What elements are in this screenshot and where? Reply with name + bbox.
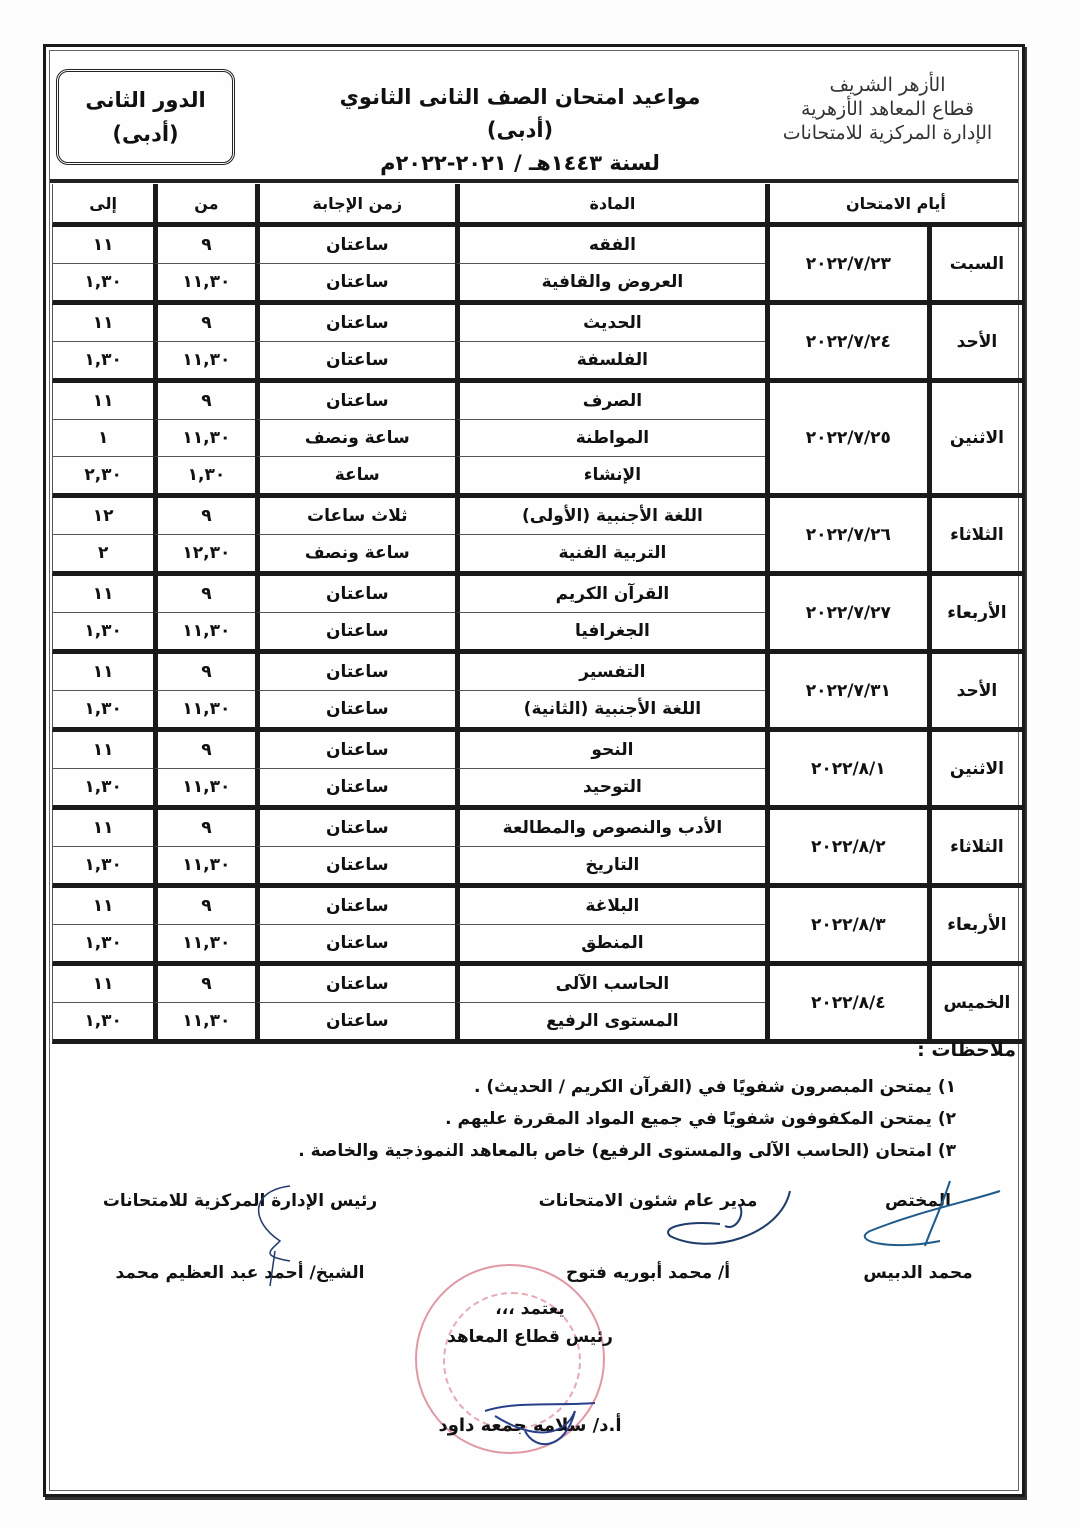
- from-time-cell: ١١,٣٠: [153, 342, 254, 383]
- document-title: [310, 81, 730, 180]
- to-time-cell: ١,٣٠: [52, 925, 153, 966]
- date-cell: ٢٠٢٢/٧/٣١: [765, 654, 927, 732]
- header-from: من: [153, 184, 254, 227]
- from-time-cell: ١٢,٣٠: [153, 535, 254, 576]
- date-cell: ٢٠٢٢/٧/٢٧: [765, 576, 927, 654]
- signature-role: المختص: [885, 1191, 951, 1211]
- duration-cell: ساعة ونصف: [255, 420, 455, 457]
- subject-cell: العروض والقافية: [455, 264, 765, 305]
- schedule-table: [52, 184, 1022, 1044]
- header-divider: [50, 179, 1018, 183]
- to-time-cell: ٢,٣٠: [52, 457, 153, 498]
- signature-role: رئيس الإدارة المركزية للامتحانات: [102, 1191, 378, 1211]
- subject-cell: الأدب والنصوص والمطالعة: [455, 810, 765, 847]
- approval-title: رئيس قطاع المعاهد: [447, 1327, 613, 1347]
- approval-block: [410, 1295, 650, 1436]
- from-time-cell: ٩: [153, 810, 254, 847]
- session-box: [56, 69, 235, 165]
- header-duration: زمن الإجابة: [255, 184, 455, 227]
- signature-role: مدير عام شئون الامتحانات: [538, 1191, 758, 1211]
- day-cell: الثلاثاء: [927, 498, 1022, 576]
- document-header: [50, 51, 1018, 181]
- duration-cell: ساعتان: [255, 810, 455, 847]
- subject-cell: التفسير: [455, 654, 765, 691]
- approval-line: يعتمد ،،،: [495, 1299, 565, 1319]
- table-row: [52, 732, 1022, 769]
- from-time-cell: ٩: [153, 654, 254, 691]
- from-time-cell: ١١,٣٠: [153, 420, 254, 457]
- duration-cell: ساعة ونصف: [255, 535, 455, 576]
- subject-cell: الصرف: [455, 383, 765, 420]
- logo-line-2: قطاع المعاهد الأزهرية: [801, 98, 974, 120]
- day-cell: الاثنين: [927, 383, 1022, 498]
- subject-cell: اللغة الأجنبية (الأولى): [455, 498, 765, 535]
- to-time-cell: ١١: [52, 888, 153, 925]
- signature-specialist: [848, 1191, 988, 1283]
- logo-line-3: الإدارة المركزية للامتحانات: [782, 122, 993, 144]
- subject-cell: الجغرافيا: [455, 613, 765, 654]
- day-cell: السبت: [927, 227, 1022, 305]
- to-time-cell: ١,٣٠: [52, 769, 153, 810]
- signature-general-manager: [538, 1191, 758, 1283]
- duration-cell: ساعتان: [255, 691, 455, 732]
- approval-name: أ.د/ سلامه جمعه داود: [438, 1415, 622, 1436]
- subject-cell: الفقه: [455, 227, 765, 264]
- date-cell: ٢٠٢٢/٧/٢٥: [765, 383, 927, 498]
- day-cell: الأحد: [927, 654, 1022, 732]
- exam-schedule-document: [43, 44, 1025, 1497]
- day-cell: الاثنين: [927, 732, 1022, 810]
- to-time-cell: ١١: [52, 383, 153, 420]
- date-cell: ٢٠٢٢/٧/٢٣: [765, 227, 927, 305]
- subject-cell: التاريخ: [455, 847, 765, 888]
- duration-cell: ساعة: [255, 457, 455, 498]
- table-row: [52, 966, 1022, 1003]
- date-cell: ٢٠٢٢/٨/٢: [765, 810, 927, 888]
- date-cell: ٢٠٢٢/٧/٢٦: [765, 498, 927, 576]
- note-item: ١) يمتحن المبصرون شفويًا في (القرآن الكريم / الحديث) .: [474, 1077, 956, 1097]
- subject-cell: القرآن الكريم: [455, 576, 765, 613]
- table-row: [52, 498, 1022, 535]
- signature-name: محمد الدبيس: [863, 1263, 973, 1283]
- to-time-cell: ١,٣٠: [52, 847, 153, 888]
- subject-cell: الإنشاء: [455, 457, 765, 498]
- logo-line-1: الأزهر الشريف: [829, 74, 946, 96]
- from-time-cell: ٩: [153, 732, 254, 769]
- signature-name: الشيخ/ أحمد عبد العظيم محمد: [115, 1263, 365, 1283]
- duration-cell: ساعتان: [255, 732, 455, 769]
- duration-cell: ساعتان: [255, 1003, 455, 1044]
- duration-cell: ساعتان: [255, 966, 455, 1003]
- to-time-cell: ١,٣٠: [52, 264, 153, 305]
- table-row: [52, 888, 1022, 925]
- signature-central-head: [90, 1191, 390, 1283]
- duration-cell: ساعتان: [255, 613, 455, 654]
- subject-cell: المستوى الرفيع: [455, 1003, 765, 1044]
- notes-section: [116, 1039, 1016, 1167]
- to-time-cell: ١١: [52, 732, 153, 769]
- duration-cell: ساعتان: [255, 227, 455, 264]
- table-header-row: [52, 184, 1022, 227]
- from-time-cell: ١١,٣٠: [153, 769, 254, 810]
- to-time-cell: ١,٣٠: [52, 1003, 153, 1044]
- duration-cell: ساعتان: [255, 847, 455, 888]
- to-time-cell: ١١: [52, 966, 153, 1003]
- duration-cell: ساعتان: [255, 576, 455, 613]
- from-time-cell: ١١,٣٠: [153, 613, 254, 654]
- from-time-cell: ١١,٣٠: [153, 264, 254, 305]
- duration-cell: ساعتان: [255, 769, 455, 810]
- note-item: ٣) امتحان (الحاسب الآلى والمستوى الرفيع) خاص بالمعاهد النموذجية والخاصة .: [298, 1141, 956, 1161]
- duration-cell: ساعتان: [255, 654, 455, 691]
- table-row: [52, 305, 1022, 342]
- day-cell: الأربعاء: [927, 888, 1022, 966]
- to-time-cell: ١١: [52, 305, 153, 342]
- table-row: [52, 576, 1022, 613]
- from-time-cell: ٩: [153, 383, 254, 420]
- duration-cell: ساعتان: [255, 383, 455, 420]
- duration-cell: ساعتان: [255, 925, 455, 966]
- to-time-cell: ١١: [52, 654, 153, 691]
- title-line-2: لسنة ١٤٤٣هـ / ٢٠٢١-٢٠٢٢م: [380, 151, 660, 175]
- to-time-cell: ١١: [52, 810, 153, 847]
- from-time-cell: ١,٣٠: [153, 457, 254, 498]
- to-time-cell: ١١: [52, 576, 153, 613]
- date-cell: ٢٠٢٢/٨/٣: [765, 888, 927, 966]
- subject-cell: المنطق: [455, 925, 765, 966]
- from-time-cell: ٩: [153, 227, 254, 264]
- from-time-cell: ٩: [153, 966, 254, 1003]
- azhar-logo-text: [775, 73, 1000, 145]
- from-time-cell: ٩: [153, 888, 254, 925]
- subject-cell: المواطنة: [455, 420, 765, 457]
- day-cell: الأربعاء: [927, 576, 1022, 654]
- subject-cell: البلاغة: [455, 888, 765, 925]
- table-row: [52, 227, 1022, 264]
- to-time-cell: ١٢: [52, 498, 153, 535]
- table-row: [52, 383, 1022, 420]
- subject-cell: الحديث: [455, 305, 765, 342]
- from-time-cell: ٩: [153, 498, 254, 535]
- day-cell: الثلاثاء: [927, 810, 1022, 888]
- inner-border: [49, 50, 1019, 1491]
- day-cell: الأحد: [927, 305, 1022, 383]
- to-time-cell: ١١: [52, 227, 153, 264]
- subject-cell: اللغة الأجنبية (الثانية): [455, 691, 765, 732]
- title-line-1: مواعيد امتحان الصف الثانى الثانوي (أدبى): [339, 85, 701, 142]
- subject-cell: التربية الفنية: [455, 535, 765, 576]
- date-cell: ٢٠٢٢/٨/٤: [765, 966, 927, 1044]
- to-time-cell: ١: [52, 420, 153, 457]
- day-cell: الخميس: [927, 966, 1022, 1044]
- from-time-cell: ١١,٣٠: [153, 847, 254, 888]
- table-row: [52, 810, 1022, 847]
- subject-cell: الحاسب الآلى: [455, 966, 765, 1003]
- date-cell: ٢٠٢٢/٨/١: [765, 732, 927, 810]
- to-time-cell: ١,٣٠: [52, 613, 153, 654]
- duration-cell: ساعتان: [255, 888, 455, 925]
- subject-cell: النحو: [455, 732, 765, 769]
- to-time-cell: ٢: [52, 535, 153, 576]
- from-time-cell: ١١,٣٠: [153, 1003, 254, 1044]
- subject-cell: الفلسفة: [455, 342, 765, 383]
- signature-name: أ/ محمد أبوريه فتوح: [565, 1263, 731, 1283]
- to-time-cell: ١,٣٠: [52, 691, 153, 732]
- duration-cell: ساعتان: [255, 305, 455, 342]
- header-to: إلى: [52, 184, 153, 227]
- from-time-cell: ١١,٣٠: [153, 925, 254, 966]
- section-label: (أدبى): [112, 122, 179, 146]
- notes-title: ملاحظات :: [917, 1039, 1016, 1061]
- duration-cell: ثلاث ساعات: [255, 498, 455, 535]
- from-time-cell: ١١,٣٠: [153, 691, 254, 732]
- duration-cell: ساعتان: [255, 264, 455, 305]
- from-time-cell: ٩: [153, 305, 254, 342]
- from-time-cell: ٩: [153, 576, 254, 613]
- to-time-cell: ١,٣٠: [52, 342, 153, 383]
- header-exam-days: أيام الامتحان: [765, 184, 1022, 227]
- date-cell: ٢٠٢٢/٧/٢٤: [765, 305, 927, 383]
- note-item: ٢) يمتحن المكفوفون شفويًا في جميع المواد المقررة عليهم .: [445, 1109, 956, 1129]
- schedule-body: [52, 227, 1022, 1044]
- table-row: [52, 654, 1022, 691]
- session-label: الدور الثانى: [85, 88, 206, 112]
- subject-cell: التوحيد: [455, 769, 765, 810]
- header-subject: المادة: [455, 184, 765, 227]
- duration-cell: ساعتان: [255, 342, 455, 383]
